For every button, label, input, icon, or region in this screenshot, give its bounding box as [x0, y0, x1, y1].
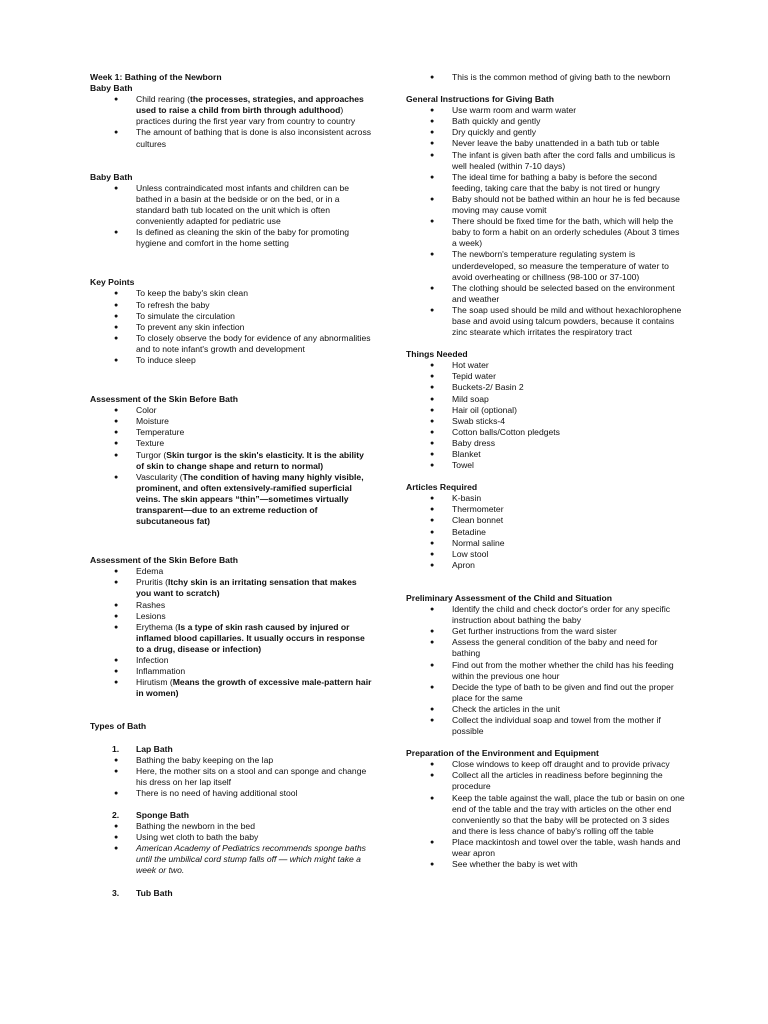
bullet-icon: ● [430, 173, 435, 181]
section-heading: Things Needed [406, 349, 468, 360]
bullet-icon: ● [430, 506, 435, 514]
bullet-icon: ● [114, 579, 119, 587]
section-heading: Key Points [90, 277, 135, 288]
list-item-text: Never leave the baby unattended in a bath tub or table [452, 138, 660, 149]
list-item [406, 405, 686, 416]
list-item-text: ) practices during the first year vary from country to country [136, 105, 356, 127]
bullet-icon: ● [114, 184, 119, 192]
list-item-text: Pruritis ( [136, 577, 168, 588]
bullet-icon: ● [114, 767, 119, 775]
list-item-text: Is a type of skin rash caused by injured or inflamed blood capillaries. It usually occurs in response to a drug, disease or infection) [136, 621, 365, 654]
bullet-icon: ● [430, 74, 435, 81]
list-item [406, 371, 686, 382]
list-item [90, 183, 372, 227]
list-item [406, 604, 686, 626]
bullet-icon: ● [430, 683, 435, 691]
section-heading: Baby Bath [90, 83, 133, 94]
list-item-text: American Academy of Pediatrics recommends sponge baths until the umbilical cord stump falls off — which might take a week or two. [136, 843, 366, 876]
list-item-text: Low stool [452, 548, 489, 559]
list-item [406, 427, 686, 438]
list-item-text: Collect the individual soap and towel from the mother if possible [452, 714, 661, 737]
list-item [90, 438, 372, 449]
list-item-text: Hirutism ( [136, 677, 173, 688]
list-item-text: Blanket [452, 449, 481, 459]
section-general-instructions [406, 94, 686, 338]
list-item [406, 216, 686, 249]
bullet-icon: ● [430, 705, 435, 713]
bullet-icon: ● [430, 406, 435, 414]
list-item-text: Buckets-2/ Basin 2 [452, 382, 524, 393]
list-item-text: There should be fixed time for the bath, which will help the baby to form a habit on an orderly schedules (About 3 times a week) [452, 216, 680, 249]
list-item-text: Close windows to keep off draught and to provide privacy [452, 759, 670, 770]
list-item [406, 382, 686, 393]
bath-type-item [90, 888, 372, 899]
list-item-text: Dry quickly and gently [452, 127, 537, 138]
bullet-icon: ● [114, 129, 119, 137]
list-item [406, 493, 686, 504]
list-item-text: The infant is given bath after the cord falls and umbilicus is well healed (within 7-10 days) [452, 149, 676, 171]
list-item-text: Keep the table against the wall, place the tub or basin on one end of the table and the tray with articles on the other end conveniently so that the baby will be protected on 3 sides and there is less chance of baby's rolling off the table [452, 792, 685, 836]
section-heading: Preparation of the Environment and Equipment [406, 748, 599, 759]
bullet-icon: ● [114, 679, 119, 687]
bullet-list [90, 405, 372, 527]
bullet-icon: ● [114, 601, 119, 609]
bullet-icon: ● [114, 668, 119, 676]
list-item [90, 677, 372, 699]
bullet-icon: ● [430, 439, 435, 447]
bath-type-item [90, 810, 372, 877]
list-item [406, 150, 686, 172]
bullet-icon: ● [430, 118, 435, 126]
list-item-text: Place mackintosh and towel over the table, wash hands and wear apron [452, 836, 681, 858]
list-item [90, 655, 372, 666]
bullet-icon: ● [430, 761, 435, 769]
list-item-text: Vascularity ( [136, 471, 183, 482]
bullet-icon: ● [430, 417, 435, 425]
list-item [90, 600, 372, 611]
list-item-text: Decide the type of bath to be given and find out the proper place for the same [452, 681, 674, 703]
section-preparation [406, 748, 686, 870]
list-item-text: Clean bonnet [452, 515, 504, 526]
bath-type-number: 3. [112, 887, 120, 898]
list-item [406, 538, 686, 549]
list-item-text: The ideal time for bathing a baby is before the second feeding, taking care that the baby is not tired or hungry [452, 171, 660, 193]
list-item-text: the processes, strategies, and approaches used to raise a child from birth through adulthood [136, 94, 364, 116]
bullet-icon: ● [430, 495, 435, 503]
list-item [90, 666, 372, 677]
list-item [406, 394, 686, 405]
list-item [90, 94, 372, 127]
list-item [114, 754, 372, 766]
bullet-icon: ● [430, 661, 435, 669]
list-item-text: Means the growth of excessive male-pattern hair in women) [136, 677, 372, 699]
list-item [406, 416, 686, 427]
list-item [114, 787, 372, 799]
list-item-text: Baby should not be bathed within an hour he is fed because moving may cause vomit [452, 193, 680, 216]
list-item-text: Identify the child and check doctor's order for any specific instruction about bathing the baby [452, 604, 671, 626]
bullet-icon: ● [114, 834, 119, 842]
bullet-icon: ● [430, 218, 435, 226]
list-item [90, 566, 372, 577]
list-item [114, 843, 372, 876]
bullet-icon: ● [430, 861, 435, 869]
list-item-text: Towel [452, 460, 474, 471]
list-item [90, 227, 372, 249]
list-item [406, 449, 686, 460]
bullet-icon: ● [430, 451, 435, 458]
list-item-text: Bath quickly and gently [452, 116, 541, 127]
list-item [90, 333, 372, 355]
list-item [406, 560, 686, 571]
list-item [90, 405, 372, 416]
bullet-icon: ● [114, 323, 119, 331]
bullet-icon: ● [114, 612, 119, 620]
list-item-text: To prevent any skin infection [136, 321, 245, 332]
document-title: Week 1: Bathing of the Newborn [90, 72, 222, 82]
bullet-list [406, 759, 686, 870]
bullet-icon: ● [430, 550, 435, 558]
list-item-text: The soap used should be mild and without hexachlorophene base and avoid using talcum powders, because it contains zinc stearate which irritates the respiratory tract [452, 304, 682, 338]
list-item [90, 611, 372, 622]
list-item-text: Here, the mother sits on a stool and can sponge and change his dress on her lap itself [136, 765, 367, 787]
list-item-text: Color [136, 405, 157, 416]
list-item-text: To simulate the circulation [136, 310, 235, 321]
list-item-text: K-basin [452, 493, 482, 504]
bath-type-number: 2. [112, 809, 120, 820]
list-item [90, 288, 372, 299]
bullet-icon: ● [430, 716, 435, 724]
list-item-text: This is the common method of giving bath to the newborn [452, 72, 671, 82]
bullet-icon: ● [430, 539, 435, 547]
list-item-text: Use warm room and warm water [452, 105, 577, 116]
bath-type-item [90, 744, 372, 799]
section-types-of-bath [90, 721, 372, 898]
section-heading: Assessment of the Skin Before Bath [90, 394, 239, 405]
list-item-text: Normal saline [452, 537, 505, 548]
section-articles-required [406, 482, 686, 571]
bullet-icon: ● [114, 301, 119, 309]
bullet-list [90, 94, 372, 149]
list-item [406, 626, 686, 637]
bullet-list [90, 288, 372, 366]
section-assessment-2 [90, 555, 372, 699]
bullet-icon: ● [430, 772, 435, 780]
list-item-text: Temperature [136, 427, 185, 438]
list-item-text: Hot water [452, 360, 489, 371]
bullet-icon: ● [430, 517, 435, 525]
list-item-text: The amount of bathing that is done is also inconsistent across cultures [136, 127, 372, 149]
list-item [406, 283, 686, 305]
list-item-text: Skin turgor is the skin's elasticity. It is the ability of skin to change shape and return to normal) [136, 449, 364, 471]
list-item [90, 355, 372, 366]
section-heading: Articles Required [406, 482, 478, 493]
bullet-icon: ● [430, 838, 435, 846]
list-item [406, 194, 686, 216]
list-item-text: Hair oil (optional) [452, 404, 517, 415]
section-baby-bath-2 [90, 172, 372, 250]
section-heading: Preliminary Assessment of the Child and Situation [406, 592, 612, 603]
bath-type-title: Tub Bath [136, 887, 173, 898]
list-item [406, 438, 686, 449]
list-item-text: Get further instructions from the ward sister [452, 626, 617, 637]
bullet-icon: ● [430, 251, 435, 259]
bullet-list [406, 360, 686, 471]
bullet-icon: ● [430, 306, 435, 314]
bullet-icon: ● [114, 334, 119, 342]
bath-type-title: Lap Bath [136, 743, 173, 754]
bath-type-number: 1. [112, 743, 120, 754]
list-item [406, 360, 686, 371]
bullet-icon: ● [114, 568, 119, 576]
list-item-text: Edema [136, 566, 164, 577]
list-item-text: To keep the baby's skin clean [136, 288, 248, 299]
bullet-icon: ● [114, 312, 119, 320]
list-item-text: Unless contraindicated most infants and children can be bathed in a basin at the bedside or on the bed, or in a standard bath tub located on the unit which is often conveniently adapted for pediatric use [136, 182, 350, 227]
bullet-icon: ● [430, 428, 435, 436]
list-item [406, 682, 686, 704]
list-item [90, 450, 372, 472]
section-heading: Types of Bath [90, 721, 147, 732]
bullet-icon: ● [430, 151, 435, 159]
bullet-icon: ● [114, 623, 119, 631]
list-item [406, 837, 686, 859]
list-item-text: Bathing the baby keeping on the lap [136, 754, 274, 765]
bullet-icon: ● [430, 140, 435, 148]
bullet-icon: ● [114, 229, 119, 237]
list-item [90, 577, 372, 599]
list-item-text: Texture [136, 438, 165, 449]
bullet-icon: ● [430, 129, 435, 137]
list-item-text: Tepid water [452, 371, 496, 382]
bath-type-title: Sponge Bath [136, 809, 189, 820]
list-item-text: To refresh the baby [136, 299, 210, 310]
list-item [90, 427, 372, 438]
list-item [90, 472, 372, 527]
list-item [406, 660, 686, 682]
bullet-icon: ● [430, 462, 435, 470]
bullet-icon: ● [114, 96, 119, 104]
bullet-icon: ● [430, 639, 435, 647]
list-item-text: Turgor ( [136, 449, 167, 460]
section-heading: Assessment of the Skin Before Bath [90, 555, 239, 566]
list-item-text: Betadine [452, 526, 486, 537]
bullet-icon: ● [114, 429, 119, 437]
bullet-icon: ● [430, 628, 435, 636]
list-item [406, 116, 686, 127]
bullet-icon: ● [114, 789, 119, 797]
list-item-text: Rashes [136, 599, 166, 610]
list-item-text: Infection [136, 655, 169, 666]
bullet-list [406, 105, 686, 338]
list-item [90, 622, 372, 655]
bullet-list [406, 604, 686, 737]
bullet-icon: ● [430, 384, 435, 392]
bullet-icon: ● [430, 561, 435, 569]
bullet-list [406, 493, 686, 571]
section-heading: Baby Bath [90, 171, 133, 182]
list-item-text: Thermometer [452, 504, 504, 515]
list-item [90, 300, 372, 311]
list-item-text: The condition of having many highly visible, prominent, and often extensively-ramified superficial veins. The skin appears “thin”—sometimes virtually transparent—due to an extreme reduction of subcutaneous fat) [136, 471, 364, 527]
list-item-text: Lesions [136, 610, 166, 621]
section-heading: General Instructions for Giving Bath [406, 94, 555, 105]
list-item [406, 460, 686, 471]
list-item [406, 715, 686, 737]
list-item [406, 172, 686, 194]
bullet-list [114, 754, 372, 799]
list-item-text: See whether the baby is wet with [452, 859, 578, 870]
section-key-points [90, 277, 372, 366]
list-item [90, 311, 372, 322]
bullet-icon: ● [430, 794, 435, 802]
list-item-text: Bathing the newborn in the bed [136, 821, 255, 832]
list-item [114, 765, 372, 788]
bullet-icon: ● [114, 845, 119, 853]
list-item [406, 504, 686, 515]
list-item-text: Apron [452, 559, 475, 570]
list-item-text: Itchy skin is an irritating sensation that makes you want to scratch) [136, 577, 357, 599]
bullet-icon: ● [114, 451, 119, 459]
list-item-text: To closely observe the body for evidence of any abnormalities and to note infant's growth and development [136, 332, 371, 354]
bullet-list [406, 72, 686, 83]
list-item-text: Collect all the articles in readiness before beginning the procedure [452, 770, 663, 792]
list-item-text: Moisture [136, 416, 169, 427]
bullet-list [90, 183, 372, 250]
bullet-icon: ● [430, 284, 435, 292]
bullet-icon: ● [430, 606, 435, 614]
bullet-icon: ● [114, 823, 119, 831]
left-column [90, 72, 372, 921]
list-item-text: Check the articles in the unit [452, 703, 560, 714]
list-item [406, 549, 686, 560]
list-item [114, 821, 372, 832]
bullet-icon: ● [114, 756, 119, 764]
list-item [406, 527, 686, 538]
list-item [406, 249, 686, 282]
list-item-text: Using wet cloth to bath the baby [136, 832, 259, 843]
list-item [406, 72, 686, 83]
list-item-text: The newborn's temperature regulating system is underdeveloped, so measure the temperature of water to avoid overheating or chillness (98-100 or 37-100) [452, 249, 669, 282]
list-item [406, 770, 686, 792]
list-item [90, 127, 372, 149]
list-item [406, 859, 686, 870]
list-item-text: Child rearing ( [136, 94, 190, 105]
list-item-text: Find out from the mother whether the child has his feeding within the previous one hour [452, 659, 674, 681]
list-item [406, 127, 686, 138]
bullet-icon: ● [114, 418, 119, 426]
list-item [406, 138, 686, 149]
list-item [406, 105, 686, 116]
types-of-bath-list [90, 744, 372, 899]
bullet-icon: ● [430, 528, 435, 536]
list-item-text: There is no need of having additional stool [136, 787, 298, 798]
section-things-needed [406, 349, 686, 471]
bullet-icon: ● [114, 473, 119, 481]
list-item [406, 515, 686, 526]
list-item-text: To induce sleep [136, 354, 196, 365]
list-item [406, 793, 686, 837]
bullet-icon: ● [430, 362, 435, 370]
bullet-list [90, 566, 372, 699]
bullet-icon: ● [430, 107, 435, 115]
list-item-text: Assess the general condition of the baby and need for bathing [452, 637, 658, 659]
list-item [90, 322, 372, 333]
bullet-icon: ● [430, 195, 435, 203]
section-preliminary-assessment [406, 593, 686, 737]
list-item-text: Erythema ( [136, 621, 179, 632]
list-item-text: The clothing should be selected based on the environment and weather [452, 282, 675, 304]
right-column [406, 72, 686, 892]
section-assessment-1 [90, 394, 372, 527]
bullet-icon: ● [114, 440, 119, 448]
section-baby-bath-1 [90, 83, 372, 150]
list-item-text: Baby dress [452, 437, 495, 448]
list-item [406, 305, 686, 338]
bullet-icon: ● [114, 290, 119, 298]
bullet-icon: ● [430, 395, 435, 403]
list-item [406, 637, 686, 659]
list-item-text: Mild soap [452, 393, 489, 404]
list-item [406, 759, 686, 770]
list-item-text: Inflammation [136, 666, 186, 677]
section-intro [406, 72, 686, 83]
bullet-icon: ● [430, 373, 435, 381]
bullet-icon: ● [114, 407, 119, 415]
bullet-list [114, 821, 372, 876]
list-item [90, 416, 372, 427]
list-item-text: Is defined as cleaning the skin of the baby for promoting hygiene and comfort in the home setting [136, 227, 350, 249]
list-item-text: Swab sticks-4 [452, 415, 506, 426]
bullet-icon: ● [114, 657, 119, 665]
list-item-text: Cotton balls/Cotton pledgets [452, 426, 560, 437]
bullet-icon: ● [114, 356, 119, 364]
list-item [114, 832, 372, 843]
list-item [406, 704, 686, 715]
